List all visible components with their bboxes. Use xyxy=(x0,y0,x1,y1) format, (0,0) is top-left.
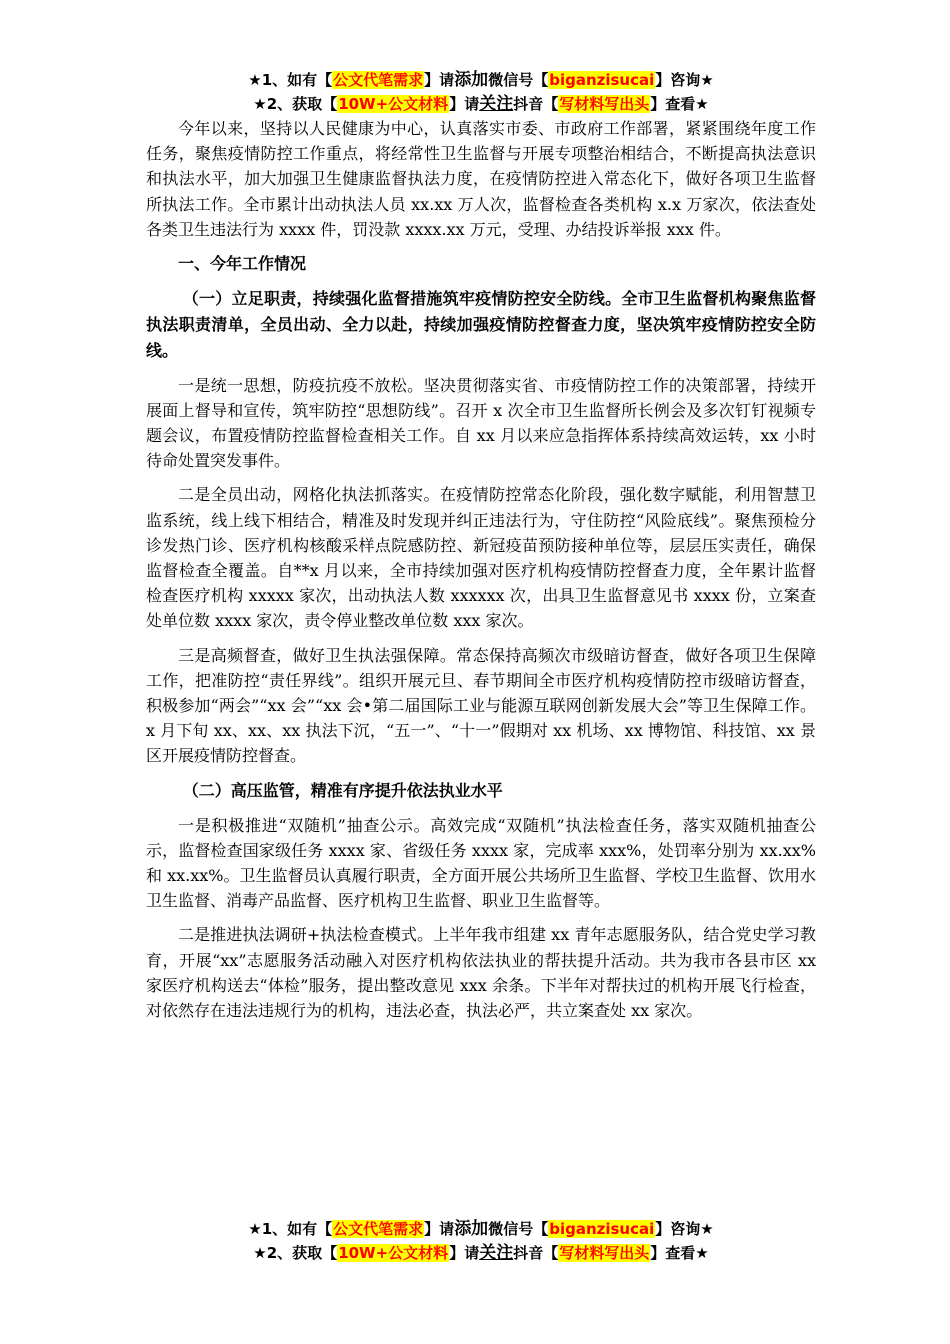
banner-text: 】查看★ xyxy=(650,1244,709,1262)
banner-emphasis: 添加 xyxy=(454,70,489,90)
highlight-service: 公文代笔需求 xyxy=(333,71,424,89)
document-page xyxy=(146,68,816,1023)
body-paragraph: 一是统一思想，防疫抗疫不放松。坚决贯彻落实省、市疫情防控工作的决策部署，持续开展面上督导和宣传，筑牢防控“思想防线”。召开 x 次全市卫生监督所长例会及多次钉钉视频专题会议，布置疫情防控监督检查相关工作。自 xx 月以来应急指挥体系持续高效运转，xx 小时待命处置突发事件。 xyxy=(146,375,816,471)
highlight-materials: 10W+公文材料 xyxy=(338,95,449,113)
banner-text: 】请 xyxy=(424,71,455,89)
highlight-service: 公文代笔需求 xyxy=(333,1220,424,1238)
banner-text: ★2、获取【 xyxy=(253,95,338,113)
banner-line-1 xyxy=(146,1217,816,1241)
banner-line-1 xyxy=(146,68,816,92)
banner-text: 抖音【 xyxy=(513,1244,559,1262)
highlight-wechat-id: biganzisucai xyxy=(549,71,655,89)
body-paragraph: 三是高频督查，做好卫生执法强保障。常态保持高频次市级暗访督查，做好各项卫生保障工作，把准防控“责任界线”。组织开展元旦、春节期间全市医疗机构疫情防控市级暗访督查，积极参加“两会”“xx 会”“xx 会•第二届国际工业与能源互联网创新发展大会”等卫生保障工作。x 月下旬 xx、xx、xx 执法下沉，“五一”、“十一”假期对 xx 机场、xx 博物馆、科技馆、xx 景区开展疫情防控督查。 xyxy=(146,645,816,766)
section-heading: 一、今年工作情况 xyxy=(178,254,307,274)
banner-text: 抖音【 xyxy=(513,95,559,113)
subsection-heading: （二）高压监管，精准有序提升依法执业水平 xyxy=(182,780,503,800)
banner-text: ★1、如有【 xyxy=(248,71,333,89)
banner-emphasis: 关注 xyxy=(479,1243,514,1263)
highlight-douyin-account: 写材料写出头 xyxy=(559,1244,650,1262)
banner-text: ★1、如有【 xyxy=(248,1220,333,1238)
body-paragraph: 二是全员出动，网格化执法抓落实。在疫情防控常态化阶段，强化数字赋能，利用智慧卫监系统，线上线下相结合，精准及时发现并纠正违法行为，守住防控“风险底线”。聚焦预检分诊发热门诊、医疗机构核酸采样点院感防控、新冠疫苗预防接种单位等，层层压实责任，确保监督检查全覆盖。自**x 月以来，全市持续加强对医疗机构疫情防控督查力度，全年累计监督检查医疗机构 xxxxx 家次，出动执法人数 xxxxxx 次，出具卫生监督意见书 xxxx 份，立案查处单位数 xxxx 家次，责令停业整改单位数 xxx 家次。 xyxy=(146,485,816,631)
highlight-douyin-account: 写材料写出头 xyxy=(559,95,650,113)
body-paragraph: 一是积极推进“双随机”抽查公示。高效完成“双随机”执法检查任务，落实双随机抽查公示，监督检查国家级任务 xxxx 家、省级任务 xxxx 家，完成率 xxx%，处罚率分别为 xx.xx%和 xx.xx%。卫生监督员认真履行职责，全方面开展公共场所卫生监督、学校卫生监督、饮用水卫生监督、消毒产品监督、医疗机构卫生监督、职业卫生监督等。 xyxy=(146,815,816,911)
banner-text: 】咨询★ xyxy=(655,71,714,89)
highlight-wechat-id: biganzisucai xyxy=(549,1220,655,1238)
banner-text: 】请 xyxy=(449,95,480,113)
banner-text: 】咨询★ xyxy=(655,1220,714,1238)
banner-line-2 xyxy=(146,92,816,116)
header-banner xyxy=(146,68,816,116)
banner-text: 微信号【 xyxy=(488,1220,549,1238)
footer-banner xyxy=(146,1217,816,1265)
banner-text: 微信号【 xyxy=(488,71,549,89)
banner-text: 】请 xyxy=(424,1220,455,1238)
banner-emphasis: 添加 xyxy=(454,1219,489,1239)
highlight-materials: 10W+公文材料 xyxy=(338,1244,449,1262)
subsection-heading: （一）立足职责，持续强化监督措施筑牢疫情防控安全防线。全市卫生监督机构聚焦监督执法职责清单，全员出动、全力以赴，持续加强疫情防控督查力度，坚决筑牢疫情防控安全防线。 xyxy=(146,288,816,360)
banner-text: 】请 xyxy=(449,1244,480,1262)
banner-emphasis: 关注 xyxy=(479,94,514,114)
banner-text: 】查看★ xyxy=(650,95,709,113)
banner-line-2 xyxy=(146,1241,816,1265)
intro-paragraph: 今年以来，坚持以人民健康为中心，认真落实市委、市政府工作部署，紧紧围绕年度工作任务，聚焦疫情防控工作重点，将经常性卫生监督与开展专项整治相结合，不断提高执法意识和执法水平，加大加强卫生健康监督执法力度，在疫情防控进入常态化下，做好各项卫生监督所执法工作。全市累计出动执法人员 xx.xx 万人次，监督检查各类机构 x.x 万家次，依法查处各类卫生违法行为 xxxx 件，罚没款 xxxx.xx 万元，受理、办结投诉举报 xxx 件。 xyxy=(146,119,816,239)
banner-text: ★2、获取【 xyxy=(253,1244,338,1262)
body-paragraph: 二是推进执法调研+执法检查模式。上半年我市组建 xx 青年志愿服务队，结合党史学习教育，开展“xx”志愿服务活动融入对医疗机构依法执业的帮扶提升活动。共为我市各县市区 xx 家医疗机构送去“体检”服务，提出整改意见 xxx 余条。下半年对帮扶过的机构开展飞行检查，对依然存在违法违规行为的机构，违法必查，执法必严，共立案查处 xx 家次。 xyxy=(146,925,816,1020)
